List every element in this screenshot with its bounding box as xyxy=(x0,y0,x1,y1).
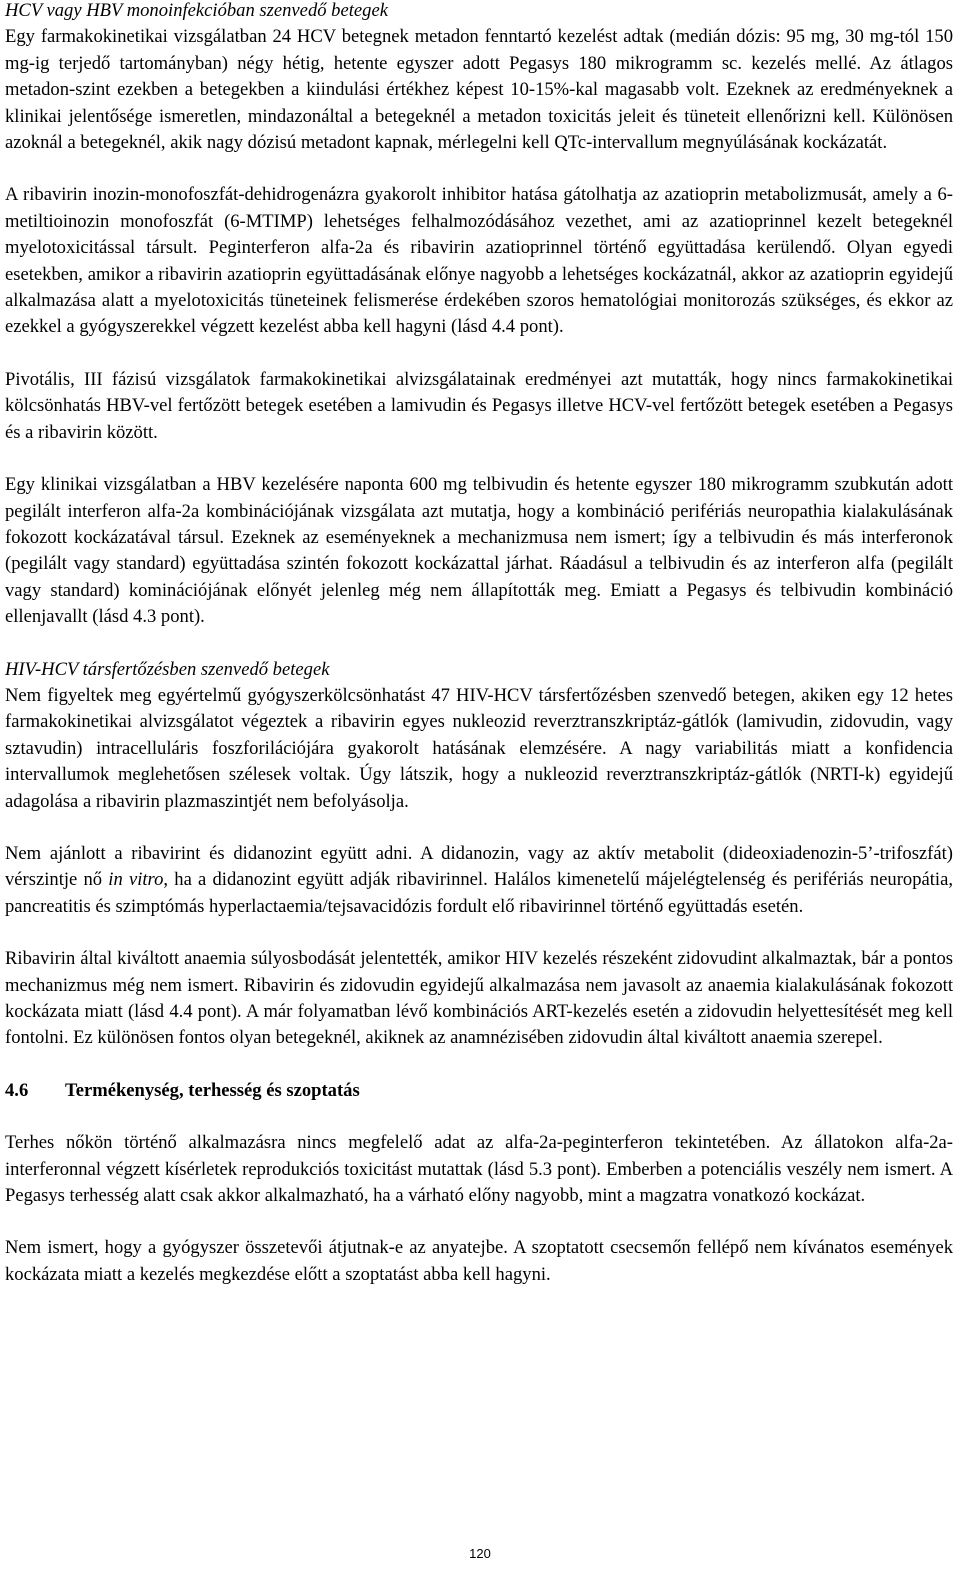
paragraph-szoptatas: Nem ismert, hogy a gyógyszer összetevői átjutnak-e az anyatejbe. A szoptatott csecsemőn fellépő nem kívánatos események kockázata miatt a kezelés megkezdése előtt a szoptatást abba kell hagyni. xyxy=(5,1237,953,1285)
subheading-hcv-hbv: HCV vagy HBV monoinfekcióban szenvedő betegek xyxy=(5,0,388,21)
didanozin-text-after: , ha a didanozint együtt adják ribavirinnel. Halálos kimenetelű májelégtelenség és perifériás neuropátia, pancreatitis és szimptómás hyperlactaemia/tejsavacidózis fordult elő ribavirinnel történő együttadás esetén. xyxy=(5,869,953,917)
in-vitro-italic: in vitro xyxy=(108,869,164,891)
paragraph-metadon: Egy farmakokinetikai vizsgálatban 24 HCV betegnek metadon fenntartó kezelést adtak (medián dózis: 95 mg, 30 mg-tól 150 mg-ig terjedő tartományban) négy hétig, hetente egyszer adott Pegasys 180 mikrogramm sc. kezelés mellé. Az átlagos metadon-szint ezekben a betegekben a kiindulási értékhez képest 10-15%-kal magasabb volt. Ezeknek az eredményeknek a klinikai jelentősége ismeretlen, mindazonáltal a betegeknél a metadon toxicitás jeleit és tüneteit ellenőrizni kell. Különösen azoknál a betegeknél, akik nagy dózisú metadont kapnak, mérlegelni kell QTc-intervallum megnyúlásának kockázatát. xyxy=(5,26,953,154)
subheading-hiv-hcv: HIV-HCV társfertőzésben szenvedő betegek xyxy=(5,658,330,680)
paragraph-zidovudin: Ribavirin által kiváltott anaemia súlyosbodását jelentették, amikor HIV kezelés részeként zidovudint alkalmaztak, bár a pontos mechanizmus még nem ismert. Ribavirin és zidovudin egyidejű alkalmazása nem javasolt az anaemia kialakulásának fokozott kockázata miatt (lásd 4.4 pont). A már folyamatban lévő kombinációs ART-kezelés esetén a zidovudin helyettesítését meg kell fontolni. Ez különösen fontos olyan betegeknél, akiknek az anamnézisében zidovudin által kiváltott anaemia szerepel. xyxy=(5,948,953,1049)
paragraph-didanozin xyxy=(5,841,953,920)
paragraph-terhesseg: Terhes nőkön történő alkalmazásra nincs megfelelő adat az alfa-2a-peginterferon tekintetében. Az állatokon alfa-2a-interferonnal végzett kísérletek reprodukciós toxicitást mutattak (lásd 5.3 pont). Emberben a potenciális veszély nem ismert. A Pegasys terhesség alatt csak akkor alkalmazható, ha a várható előny nagyobb, mint a magzatra vonatkozó kockázat. xyxy=(5,1132,953,1207)
didanozin-text-before: Nem ajánlott a ribavirint és didanozint együtt adni. A didanozin, vagy az aktív metabolit (dideoxiadenozin-5’-trifoszfát) vérszintje nő xyxy=(5,842,953,891)
section-number: 4.6 xyxy=(5,1079,29,1101)
paragraph-lamivudin: Pivotális, III fázisú vizsgálatok farmakokinetikai alvizsgálatainak eredményei azt mutatták, hogy nincs farmakokinetikai kölcsönhatás HBV-vel fertőzött betegek esetében a lamivudin és Pegasys illetve HCV-vel fertőzött betegek esetében a Pegasys és a ribavirin között. xyxy=(5,368,953,443)
section-title: Termékenység, terhesség és szoptatás xyxy=(65,1079,360,1101)
paragraph-telbivudin: Egy klinikai vizsgálatban a HBV kezelésére naponta 600 mg telbivudin és hetente egyszer 180 mikrogramm szubkután adott pegilált interferon alfa-2a kombinációjának vizsgálata azt mutatja, hogy a kombináció perifériás neuropathia kialakulásának fokozott kockázatával társul. Ezeknek az eseményeknek a mechanizmusa nem ismert; így a telbivudin és más interferonok (pegilált vagy standard) együttadása szintén fokozott kockázattal járhat. Ráadásul a telbivudin és az interferon alfa (pegilált vagy standard) kominációjának előnyét jelenleg még nem állapították meg. Emiatt a Pegasys és telbivudin kombináció ellenjavallt (lásd 4.3 pont). xyxy=(5,474,953,628)
paragraph-azatioprin: A ribavirin inozin-monofoszfát-dehidrogenázra gyakorolt inhibitor hatása gátolhatja az azatioprin metabolizmusát, amely a 6-metiltioinozin monofoszfát (6-MTIMP) lehetséges felhalmozódásához vezethet, ami az azatioprinnel kezelt betegeknél myelotoxicitással társult. Peginterferon alfa-2a és ribavirin azatioprinnel történő együttadása kerülendő. Olyan egyedi esetekben, amikor a ribavirin azatioprin együttadásának előnye nagyobb a lehetséges kockázatnál, akkor az azatioprin egyidejű alkalmazása alatt a myelotoxicitás tüneteinek felismerése érdekében szoros hematológiai monitorozás szükséges, és ekkor az ezekkel a gyógyszerekkel végzett kezelést abba kell hagyni (lásd 4.4 pont). xyxy=(5,184,953,338)
paragraph-nrti: Nem figyeltek meg egyértelmű gyógyszerkölcsönhatást 47 HIV-HCV társfertőzésben szenvedő betegen, akiken egy 12 hetes farmakokinetikai alvizsgálatot végeztek a ribavirin egyes nukleozid reverztranszkriptáz-gátlók (lamivudin, zidovudin, vagy sztavudin) intracelluláris foszforilációjára gyakorolt hatásának elemzésére. A nagy variabilitás miatt a konfidencia intervallumok meglehetősen szélesek voltak. Úgy látszik, hogy a nukleozid reverztranszkriptáz-gátlók (NRTI-k) egyidejű adagolása a ribavirin plazmaszintjét nem befolyásolja. xyxy=(5,684,953,812)
section-heading-4-6 xyxy=(5,1078,953,1104)
document-page xyxy=(5,0,953,1288)
page-number: 120 xyxy=(469,1546,491,1561)
